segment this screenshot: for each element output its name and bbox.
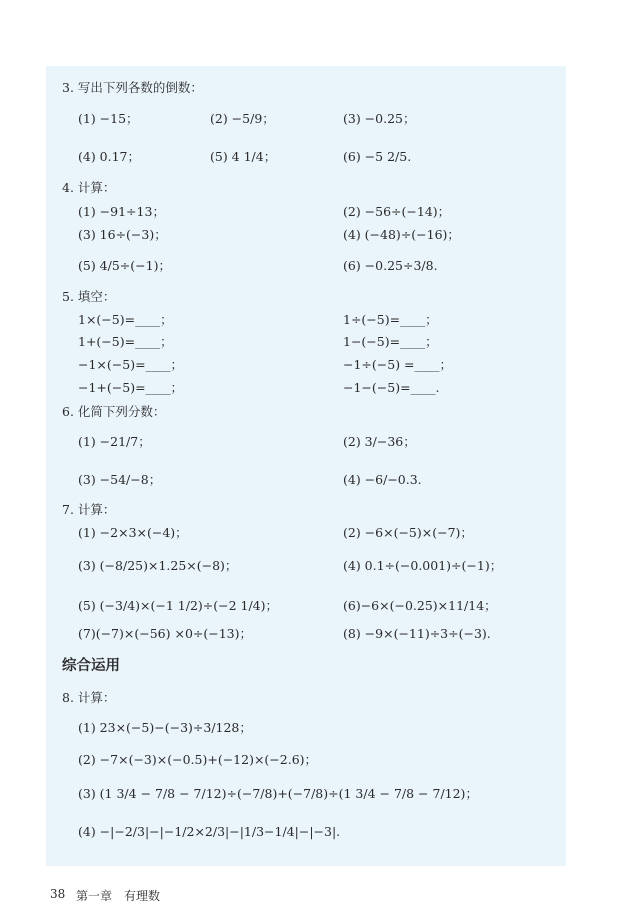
q8-item-4: (4) −|−2/3|−|−1/2×2/3|−|1/3−1/4|−|−3|. [78,824,341,839]
q6-item-2: (2) 3/−36； [343,434,416,449]
page-number: 38 [50,887,66,901]
q4-item-6: (6) −0.25÷3/8. [343,258,438,273]
q4-item-2: (2) −56÷(−14)； [343,204,451,219]
q3-item-5: (5) 4 1/4； [210,149,277,164]
q4-header: 4. 计算： [62,180,116,195]
q3-item-6: (6) −5 2/5. [343,149,412,164]
q5-item-3: 1+(−5)=____； [78,334,173,349]
q6-header: 6. 化简下列分数： [62,404,166,419]
q5-item-6: −1÷(−5) =____； [343,357,453,372]
q3-item-4: (4) 0.17； [78,149,141,164]
q5-item-7: −1+(−5)=____； [78,380,184,395]
q5-item-4: 1−(−5)=____； [343,334,438,349]
q8-item-3: (3) (1 3/4 − 7/8 − 7/12)÷(−7/8)+(−7/8)÷(1 3/4 − 7/8 − 7/12)； [78,786,478,801]
q6-item-4: (4) −6/−0.3. [343,472,422,487]
q5-item-8: −1−(−5)=____. [343,380,440,395]
q7-item-8: (8) −9×(−11)÷3÷(−3). [343,626,491,641]
q4-item-3: (3) 16÷(−3)； [78,227,167,242]
q5-item-1: 1×(−5)=____； [78,312,173,327]
q7-header: 7. 计算： [62,502,116,517]
q5-item-2: 1÷(−5)=____； [343,312,438,327]
q8-item-2: (2) −7×(−3)×(−0.5)+(−12)×(−2.6)； [78,752,318,767]
q6-item-1: (1) −21/7； [78,434,151,449]
q3-item-1: (1) −15； [78,111,139,126]
q3-item-3: (3) −0.25； [343,111,416,126]
chapter-title: 有理数 [124,889,161,903]
q4-item-5: (5) 4/5÷(−1)； [78,258,171,273]
chapter-label: 第一章 [76,889,113,903]
q6-item-3: (3) −54/−8； [78,472,162,487]
q7-item-6: (6)−6×(−0.25)×11/14； [343,598,497,613]
q7-item-1: (1) −2×3×(−4)； [78,525,188,540]
q4-item-1: (1) −91÷13； [78,204,165,219]
q7-item-3: (3) (−8/25)×1.25×(−8)； [78,558,238,573]
q8-item-1: (1) 23×(−5)−(−3)÷3/128； [78,720,252,735]
q5-item-5: −1×(−5)=____； [78,357,184,372]
q7-item-5: (5) (−3/4)×(−1 1/2)÷(−2 1/4)； [78,598,279,613]
q7-item-7: (7)(−7)×(−56) ×0÷(−13)； [78,626,252,641]
q4-item-4: (4) (−48)÷(−16)； [343,227,460,242]
q8-header: 8. 计算： [62,690,116,705]
q7-item-4: (4) 0.1÷(−0.001)÷(−1)； [343,558,503,573]
q7-item-2: (2) −6×(−5)×(−7)； [343,525,473,540]
q3-item-2: (2) −5/9； [210,111,275,126]
q3-header: 3. 写出下列各数的倒数： [62,80,203,95]
q5-header: 5. 填空： [62,289,116,304]
exercise-panel [46,66,566,866]
section-heading: 综合运用 [62,658,120,674]
